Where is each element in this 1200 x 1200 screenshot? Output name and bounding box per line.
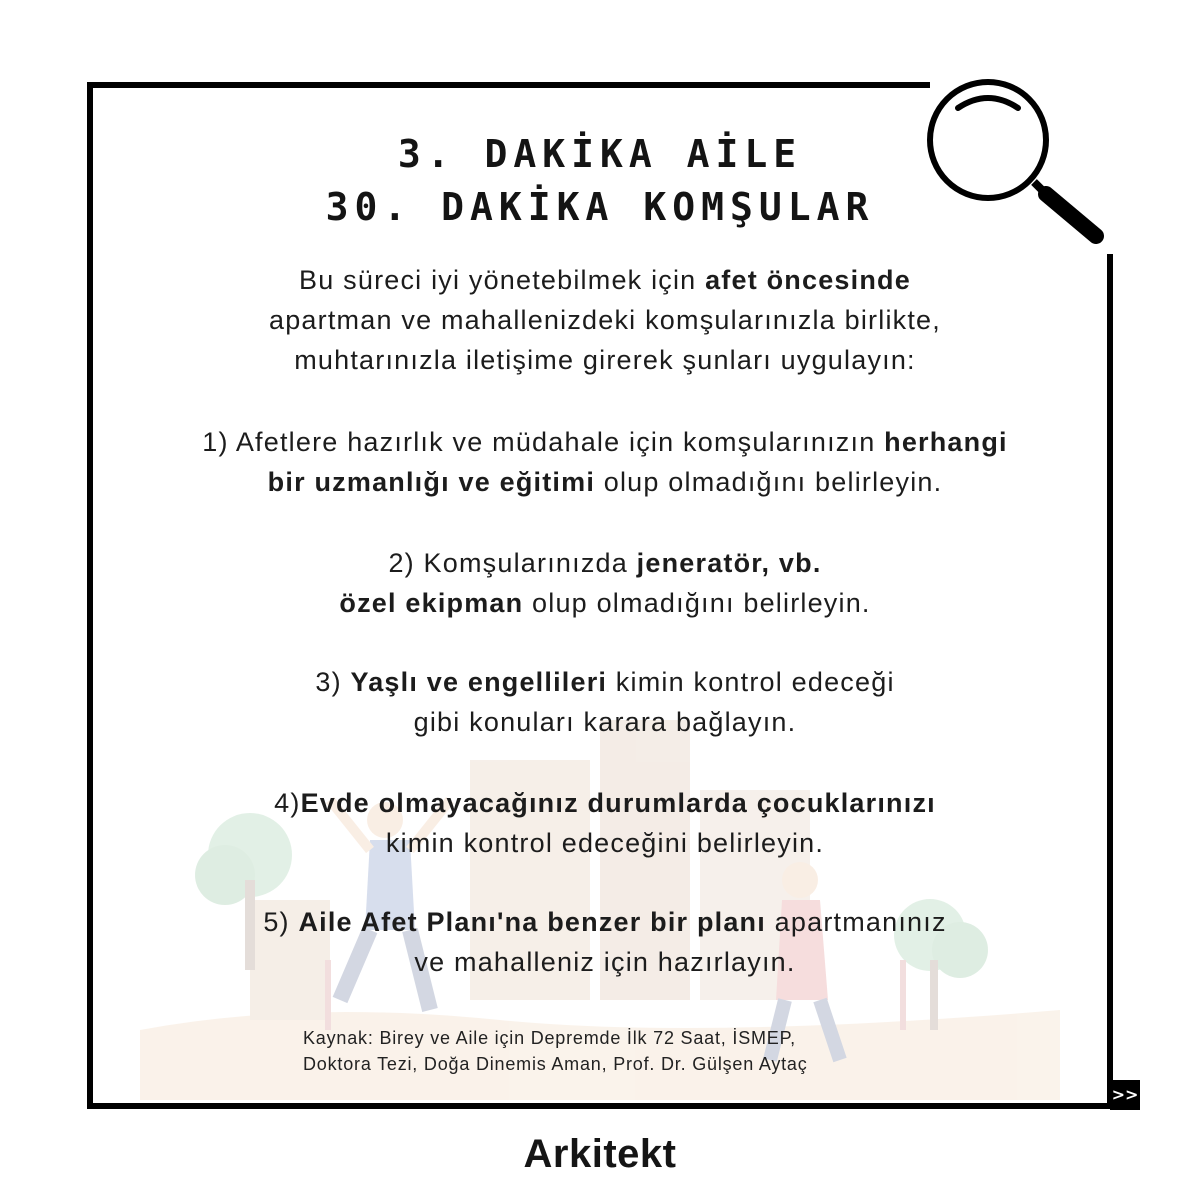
- source-citation: Kaynak: Birey ve Aile için Depremde İlk 72 Saat, İSMEP, Doktora Tezi, Doğa Dinemis Aman, Prof. Dr. Gülşen Aytaç: [303, 1028, 808, 1074]
- list-item-1: 1) Afetlere hazırlık ve müdahale için komşularınızın herhangi bir uzmanlığı ve eğitimi olup olmadığını belirleyin.: [202, 427, 1008, 497]
- list-item-3: 3) Yaşlı ve engellileri kimin kontrol edeceği gibi konuları karara bağlayın.: [315, 667, 895, 737]
- intro-paragraph: Bu süreci iyi yönetebilmek için afet öncesinde apartman ve mahallenizdeki komşularınızla birlikte, muhtarınızla iletişime girerek şunları uygulayın:: [269, 265, 941, 375]
- title-line-1: 3. DAKİKA AİLE: [397, 132, 803, 176]
- list-item-4: 4)Evde olmayacağınız durumlarda çocuklarınızı kimin kontrol edeceğini belirleyin.: [274, 788, 936, 858]
- title-line-2: 30. DAKİKA KOMŞULAR: [325, 185, 875, 229]
- double-chevron-right-icon[interactable]: >>: [1110, 1080, 1140, 1110]
- brand-logo: Arkitekt: [523, 1132, 677, 1176]
- list-item-2: 2) Komşularınızda jeneratör, vb. özel ekipman olup olmadığını belirleyin.: [339, 548, 871, 618]
- list-item-5: 5) Aile Afet Planı'na benzer bir planı apartmanınız ve mahalleniz için hazırlayın.: [263, 907, 947, 977]
